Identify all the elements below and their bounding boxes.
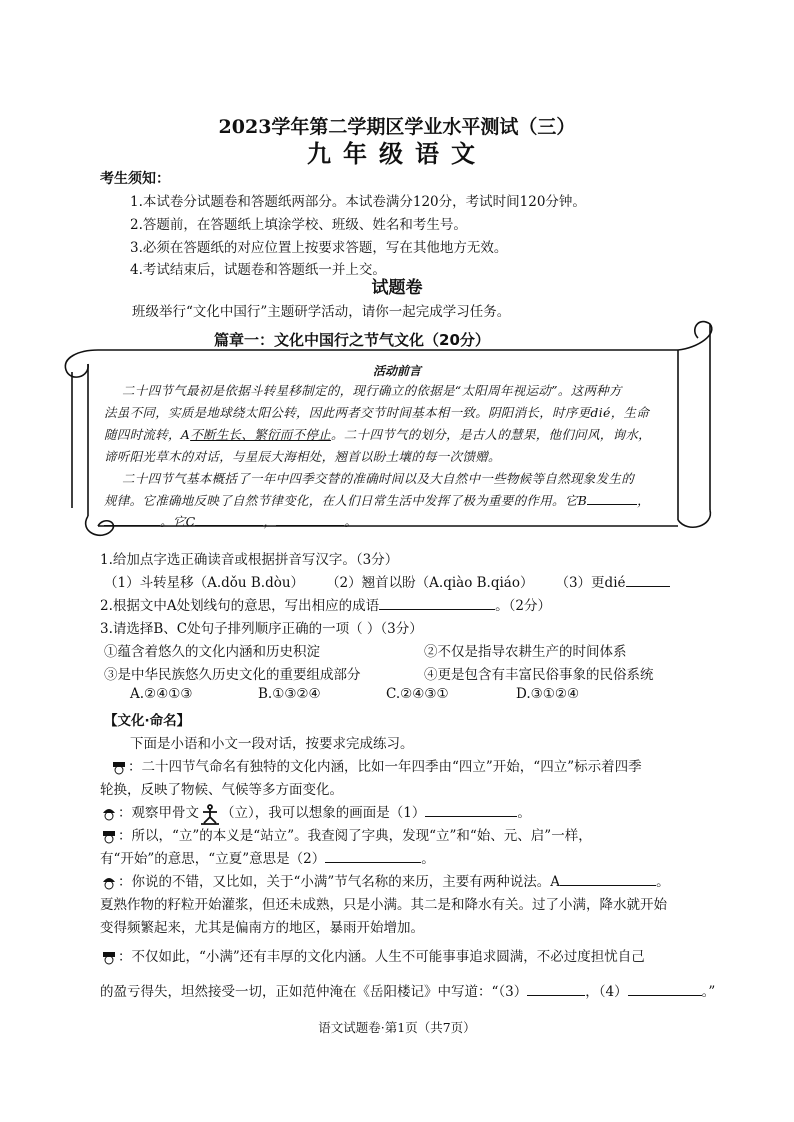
dialogue-text: 有“开始”的意思，“立夏”意思是（2）: [100, 851, 326, 867]
q2-text: 2.根据文中A处划线句的意思，写出相应的成语: [100, 598, 380, 614]
q3-item: ③是中华民族悠久历史文化的重要组成部分: [104, 667, 361, 683]
dialogue-line: [110, 755, 642, 775]
subject-title: 九年级语文: [307, 139, 487, 168]
dialogue-text: ：观察甲骨文: [118, 805, 199, 821]
dialogue-text: 。: [421, 851, 435, 867]
activity-line: [104, 491, 650, 509]
speaker-xiaowen-icon: [100, 951, 118, 965]
dialogue-text: 。: [656, 874, 670, 890]
exam-title: 2023学年第二学期区学业水平测试（三）: [218, 116, 576, 138]
blank-d1[interactable]: [425, 804, 517, 817]
dialogue-line: 轮换，反映了物候、气候等多方面变化。: [100, 782, 343, 798]
activity-line: 二十四节气最初是依据斗转星移制定的，现行确立的依据是“太阳周年视运动”。这两种方: [122, 383, 622, 398]
q3-choice-a[interactable]: A.②④①③: [130, 686, 193, 702]
notice-item: 4.考试结束后，试题卷和答题纸一并上交。: [130, 262, 386, 278]
q2-text: 。（2分）: [495, 598, 551, 614]
dialogue-line: [100, 870, 670, 890]
q3-choice-d[interactable]: D.③①②④: [516, 686, 580, 702]
notice-item: 1.本试卷分试题卷和答题纸两部分。本试卷满分120分，考试时间120分钟。: [130, 194, 586, 210]
dialogue-text: （立），我可以想象的画面是（1）: [221, 805, 426, 821]
dialogue-line: [100, 801, 531, 825]
speaker-xiaowen-icon: [100, 830, 118, 844]
activity-text: ，: [637, 493, 650, 508]
speaker-xiaoyu-icon: [100, 876, 118, 890]
dialogue-line: [100, 945, 645, 965]
blank-b2[interactable]: [104, 513, 160, 526]
activity-line: 谛听阳光草木的对话，与星辰大海相处，翘首以盼土壤的每一次馈赠。: [104, 449, 501, 464]
q1-option-3: （3）更dié: [555, 575, 626, 591]
speaker-xiaowen-icon: [110, 761, 128, 775]
chapter-title: 篇章一：文化中国行之节气文化（20分）: [214, 331, 490, 349]
activity-text: 。二十四节气的划分，是古人的慧果，他们问风，询水，: [330, 427, 651, 442]
notice-item: 2.答题前，在答题纸上填涂学校、班级、姓名和考生号。: [130, 217, 467, 233]
culture-intro: 下面是小语和小文一段对话，按要求完成练习。: [130, 736, 414, 752]
q1-option-1[interactable]: （1）斗转星移（A.dǒu B.dòu）: [104, 575, 305, 591]
dialogue-line: [100, 824, 592, 844]
blank-q1-3[interactable]: [626, 574, 670, 587]
dialogue-line: 变得频繁起来，尤其是偏南方的地区，暴雨开始增加。: [100, 920, 424, 936]
blank-q2[interactable]: [379, 597, 495, 610]
q3-choice-c[interactable]: C.②④③①: [386, 686, 449, 702]
blank-c2[interactable]: [276, 513, 344, 526]
dialogue-text: 的盈亏得失，坦然接受一切，正如范仲淹在《岳阳楼记》中写道：“（3）: [100, 984, 528, 1000]
q3-item: ①蕴含着悠久的文化内涵和历史积淀: [104, 644, 320, 660]
activity-text: 随四时流转，A: [104, 427, 191, 442]
q3-item: ④更是包含有丰富民俗事象的民俗系统: [424, 667, 654, 683]
q3-choice-b[interactable]: B.①③②④: [258, 686, 321, 702]
activity-line: 二十四节气基本概括了一年中四季交替的准确时间以及大自然中一些物候等自然现象发生的: [122, 471, 635, 486]
dialogue-text: ：你说的不错，又比如，关于“小满”节气名称的来历，主要有两种说法。A: [118, 874, 561, 890]
blank-d2[interactable]: [325, 850, 421, 863]
q3-item: ②不仅是指导农耕生产的时间体系: [424, 644, 627, 660]
dialogue-line: [100, 980, 715, 1000]
activity-line: [104, 512, 357, 530]
blank-d3[interactable]: [527, 983, 585, 996]
page-footer: 语文试题卷·第1页（共7页）: [318, 1020, 476, 1035]
activity-text: 。: [344, 514, 358, 529]
section-title: 试题卷: [371, 278, 423, 298]
activity-text: ，: [263, 514, 277, 529]
notice-heading: 考生须知：: [100, 171, 170, 187]
activity-title: 活动前言: [372, 364, 421, 378]
intro-text: 班级举行“文化中国行”主题研学活动，请你一起完成学习任务。: [132, 304, 511, 320]
activity-text: 规律。它准确地反映了自然节律变化，在人们日常生活中发挥了极为重要的作用。它B: [104, 493, 588, 508]
question-3: 3.请选择B、C处句子排列顺序正确的一项（ ）（3分）: [100, 621, 423, 637]
speaker-xiaoyu-icon: [100, 807, 118, 821]
blank-d4a[interactable]: [560, 873, 656, 886]
notice-item: 3.必须在答题纸的对应位置上按要求答题，写在其他地方无效。: [130, 240, 508, 256]
dialogue-text: 。”: [701, 984, 716, 1000]
dialogue-line: [100, 847, 435, 867]
question-1: 1.给加点字选正确读音或根据拼音写汉字。（3分）: [100, 552, 399, 568]
activity-line: 法虽不同，实质是地球绕太阳公转，因此两者交节时间基本相一致。阴阳消长，时序更dié，生命: [104, 405, 650, 420]
dialogue-text: ：不仅如此，“小满”还有丰厚的文化内涵。人生不可能事事追求圆满，不必过度担忧自己: [118, 949, 645, 965]
blank-b1[interactable]: [587, 492, 637, 505]
blank-c1[interactable]: [195, 513, 263, 526]
dialogue-text: 。: [517, 805, 531, 821]
dialogue-line: 夏熟作物的籽粒开始灌浆，但还未成熟，只是小满。其二是和降水有关。过了小满，降水就开始: [100, 897, 667, 913]
dialogue-text: ：二十四节气命名有独特的文化内涵，比如一年四季由“四立”开始，“四立”标示着四季: [128, 759, 642, 775]
activity-text: 。它C: [160, 514, 196, 529]
question-2: [100, 594, 551, 614]
q1-option-2[interactable]: （2）翘首以盼（A.qiào B.qiáo）: [326, 575, 534, 591]
culture-heading: 【文化·命名】: [104, 713, 191, 729]
activity-line: [104, 425, 651, 443]
question-1-options: [104, 571, 670, 591]
oracle-bone-li-icon: [199, 803, 221, 825]
dialogue-text: ，（4）: [585, 984, 628, 1000]
blank-d4[interactable]: [628, 983, 702, 996]
dialogue-text: ：所以，“立”的本义是“站立”。我查阅了字典，发现“立”和“始、元、启”一样，: [118, 828, 592, 844]
underlined-sentence-a: 不断生长、繁衍而不停止: [190, 427, 331, 442]
